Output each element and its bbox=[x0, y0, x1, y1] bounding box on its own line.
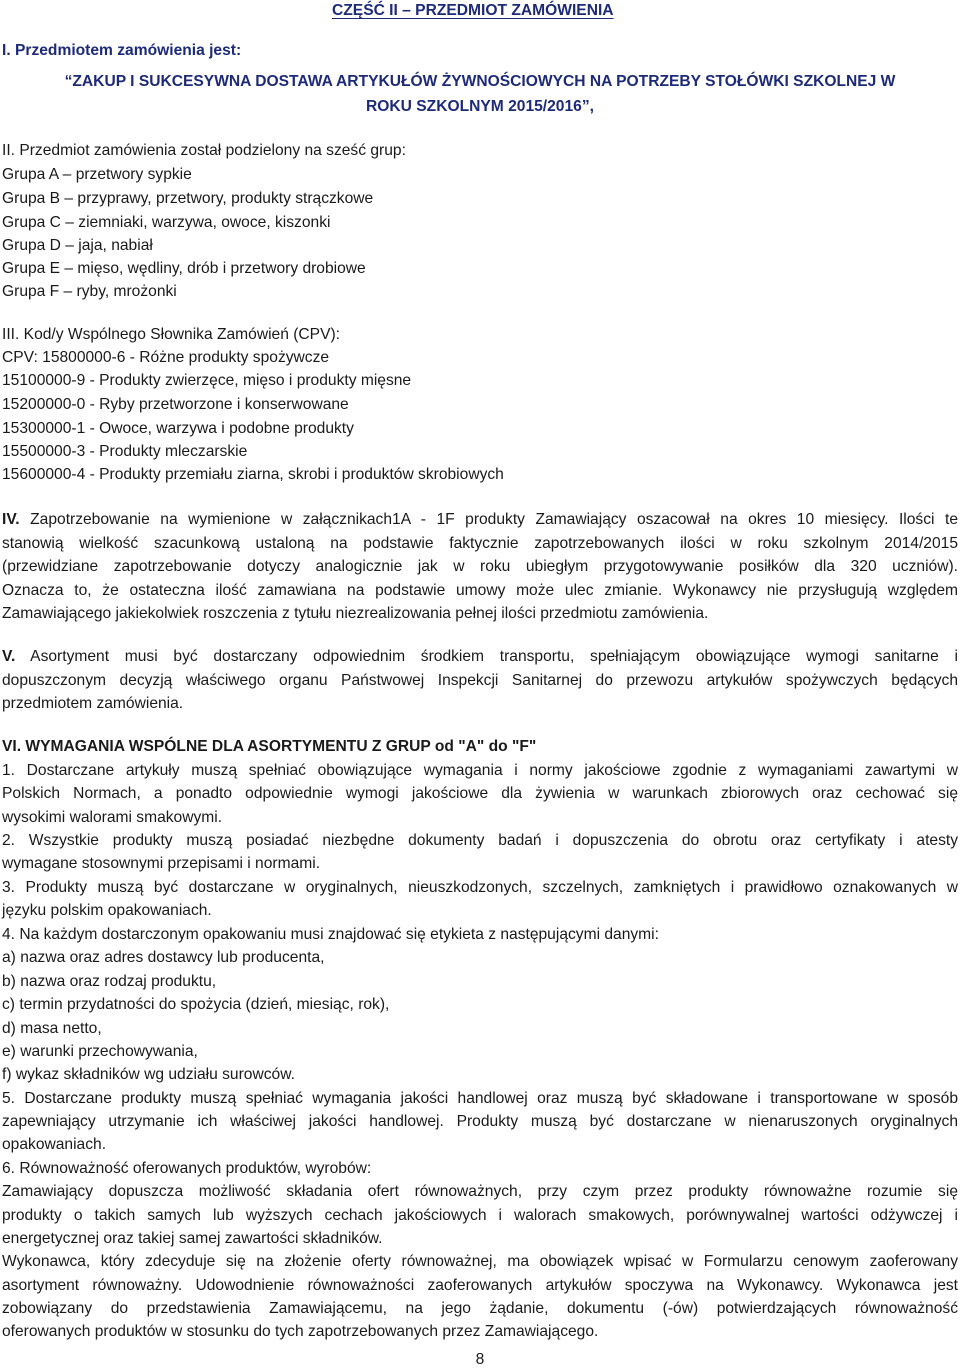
group-c: Grupa C – ziemniaki, warzywa, owoce, kiszonki bbox=[2, 214, 331, 231]
section-2-heading: II. Przedmiot zamówienia został podzielony na sześć grup: bbox=[2, 142, 406, 159]
section-5-line bbox=[2, 646, 958, 668]
section-6-line: 1. Dostarczane artykuły muszą spełniać obowiązujące wymagania i normy jakościowe zgodnie z wymaganiami zawartymi w bbox=[2, 762, 958, 779]
section-6-line: 2. Wszystkie produkty muszą posiadać niezbędne dokumenty badań i dopuszczenia do obrotu oraz certyfikaty i atesty bbox=[2, 832, 958, 849]
group-a: Grupa A – przetwory sypkie bbox=[2, 166, 192, 183]
section-4-text: Zapotrzebowanie na wymienione w załącznikach1A - 1F produkty Zamawiający oszacował na okres 10 miesięcy. Ilości te bbox=[19, 511, 958, 528]
section-6-line: Polskich Normach, a ponadto odpowiednie wymogi jakościowe dla żywienia w warunkach zbiorowych oraz cechować się bbox=[2, 785, 958, 802]
section-4-line bbox=[2, 509, 958, 531]
section-3-heading: III. Kod/y Wspólnego Słownika Zamówień (CPV): bbox=[2, 326, 340, 343]
order-subject-line-2: ROKU SZKOLNYM 2015/2016”, bbox=[366, 98, 594, 115]
cpv-code: 15200000-0 - Ryby przetworzone i konserwowane bbox=[2, 396, 349, 413]
cpv-code: CPV: 15800000-6 - Różne produkty spożywcze bbox=[2, 349, 330, 366]
label-item: a) nazwa oraz adres dostawcy lub producenta, bbox=[2, 949, 325, 966]
section-4-line: (przewidziane zapotrzebowanie dotyczy analogicznie jak w roku ubiegłym przygotowywanie posiłków dla 320 uczniów). bbox=[2, 558, 958, 575]
group-e: Grupa E – mięso, wędliny, drób i przetwory drobiowe bbox=[2, 260, 366, 277]
section-6-line: wymagane stosownymi przepisami i normami. bbox=[2, 855, 321, 872]
section-5-line: przedmiotem zamówienia. bbox=[2, 695, 184, 712]
label-item: f) wykaz składników wg udziału surowców. bbox=[2, 1066, 295, 1083]
label-item: b) nazwa oraz rodzaj produktu, bbox=[2, 973, 217, 990]
section-4-label: IV. bbox=[2, 511, 20, 528]
cpv-code: 15500000-3 - Produkty mleczarskie bbox=[2, 443, 248, 460]
label-item: e) warunki przechowywania, bbox=[2, 1043, 198, 1060]
section-6-line: Wykonawca, który zdecyduje się na złożenie oferty równoważnej, ma obowiązek wpisać w Formularzu cenowym zaoferowany bbox=[2, 1253, 958, 1270]
section-5-line: dopuszczonym decyzją właściwego organu Państwowej Inspekcji Sanitarnej do przewozu artykułów spożywczych będących bbox=[2, 672, 958, 689]
cpv-code: 15600000-4 - Produkty przemiału ziarna, skrobi i produktów skrobiowych bbox=[2, 466, 504, 483]
section-6-line: wysokimi walorami smakowymi. bbox=[2, 809, 223, 826]
section-6-line: produkty o takich samych lub wyższych cechach jakościowych i walorach smakowych, porównywalnej wartości odżywczej i bbox=[2, 1207, 958, 1224]
group-d: Grupa D – jaja, nabiał bbox=[2, 237, 153, 254]
section-6-line: 6. Równoważność oferowanych produktów, wyrobów: bbox=[2, 1160, 372, 1177]
label-item: c) termin przydatności do spożycia (dzień, miesiąc, rok), bbox=[2, 996, 390, 1013]
section-5-label: V. bbox=[2, 648, 16, 665]
section-6-line: oferowanych produktów w stosunku do tych zapotrzebowanych przez Zamawiającego. bbox=[2, 1323, 599, 1340]
group-f: Grupa F – ryby, mrożonki bbox=[2, 283, 177, 300]
section-6-line: asortyment równoważny. Udowodnienie równoważności zaoferowanych artykułów spoczywa na Wykonawcy. Wykonawca jest bbox=[2, 1277, 958, 1294]
page-number: 8 bbox=[475, 1351, 485, 1368]
section-6-heading: VI. WYMAGANIA WSPÓLNE DLA ASORTYMENTU Z GRUP od "A" do "F" bbox=[2, 738, 537, 755]
cpv-code: 15300000-1 - Owoce, warzywa i podobne produkty bbox=[2, 420, 354, 437]
section-5-text: Asortyment musi być dostarczany odpowiednim środkiem transportu, spełniającym obowiązujące wymogi sanitarne i bbox=[15, 648, 958, 665]
order-subject-line-1: “ZAKUP I SUKCESYWNA DOSTAWA ARTYKUŁÓW ŻYWNOŚCIOWYCH NA POTRZEBY STOŁÓWKI SZKOLNEJ W bbox=[64, 73, 896, 90]
section-6-line: języku polskim opakowaniach. bbox=[2, 902, 212, 919]
section-6-line: 5. Dostarczane produkty muszą spełniać wymagania jakości handlowej oraz muszą być składowane i transportowane w sposób bbox=[2, 1090, 958, 1107]
cpv-code: 15100000-9 - Produkty zwierzęce, mięso i produkty mięsne bbox=[2, 372, 412, 389]
section-6-line: zobowiązany do przedstawienia Zamawiającemu, na jego żądanie, dokumentu (-ów) potwierdzających równoważność bbox=[2, 1300, 958, 1317]
section-6-line: energetycznej oraz takiej samej zawartości składników. bbox=[2, 1230, 383, 1247]
section-6-line: opakowaniach. bbox=[2, 1136, 107, 1153]
section-4-line: Oznacza to, że ostateczna ilość zamawiana na podstawie umowy może ulec zmianie. Wykonawcy nie przysługują względem bbox=[2, 582, 958, 599]
label-item: d) masa netto, bbox=[2, 1020, 102, 1037]
section-6-line: Zamawiający dopuszcza możliwość składania ofert równoważnych, przy czym przez produkty równoważne rozumie się bbox=[2, 1183, 958, 1200]
section-4-line: stanowią wielkość szacunkową ustaloną na podstawie faktycznie zapotrzebowanych ilości w roku szkolnym 2014/2015 bbox=[2, 535, 958, 552]
section-4-line: Zamawiającego jakiekolwiek roszczenia z tytułu niezrealizowania pełnej ilości przedmiotu zamówienia. bbox=[2, 605, 709, 622]
section-1-heading: I. Przedmiotem zamówienia jest: bbox=[2, 42, 242, 59]
page-title: CZĘŚĆ II – PRZEDMIOT ZAMÓWIENIA bbox=[332, 2, 614, 19]
section-6-line: zapewniający utrzymanie ich właściwej jakości handlowej. Produkty muszą być dostarczane w nienaruszonych oryginalnych bbox=[2, 1113, 958, 1130]
section-6-line: 4. Na każdym dostarczonym opakowaniu musi znajdować się etykieta z następującymi danymi: bbox=[2, 926, 659, 943]
group-b: Grupa B – przyprawy, przetwory, produkty strączkowe bbox=[2, 190, 374, 207]
section-6-line: 3. Produkty muszą być dostarczane w oryginalnych, nieuszkodzonych, szczelnych, zamkniętych i prawidłowo oznakowanych w bbox=[2, 879, 958, 896]
